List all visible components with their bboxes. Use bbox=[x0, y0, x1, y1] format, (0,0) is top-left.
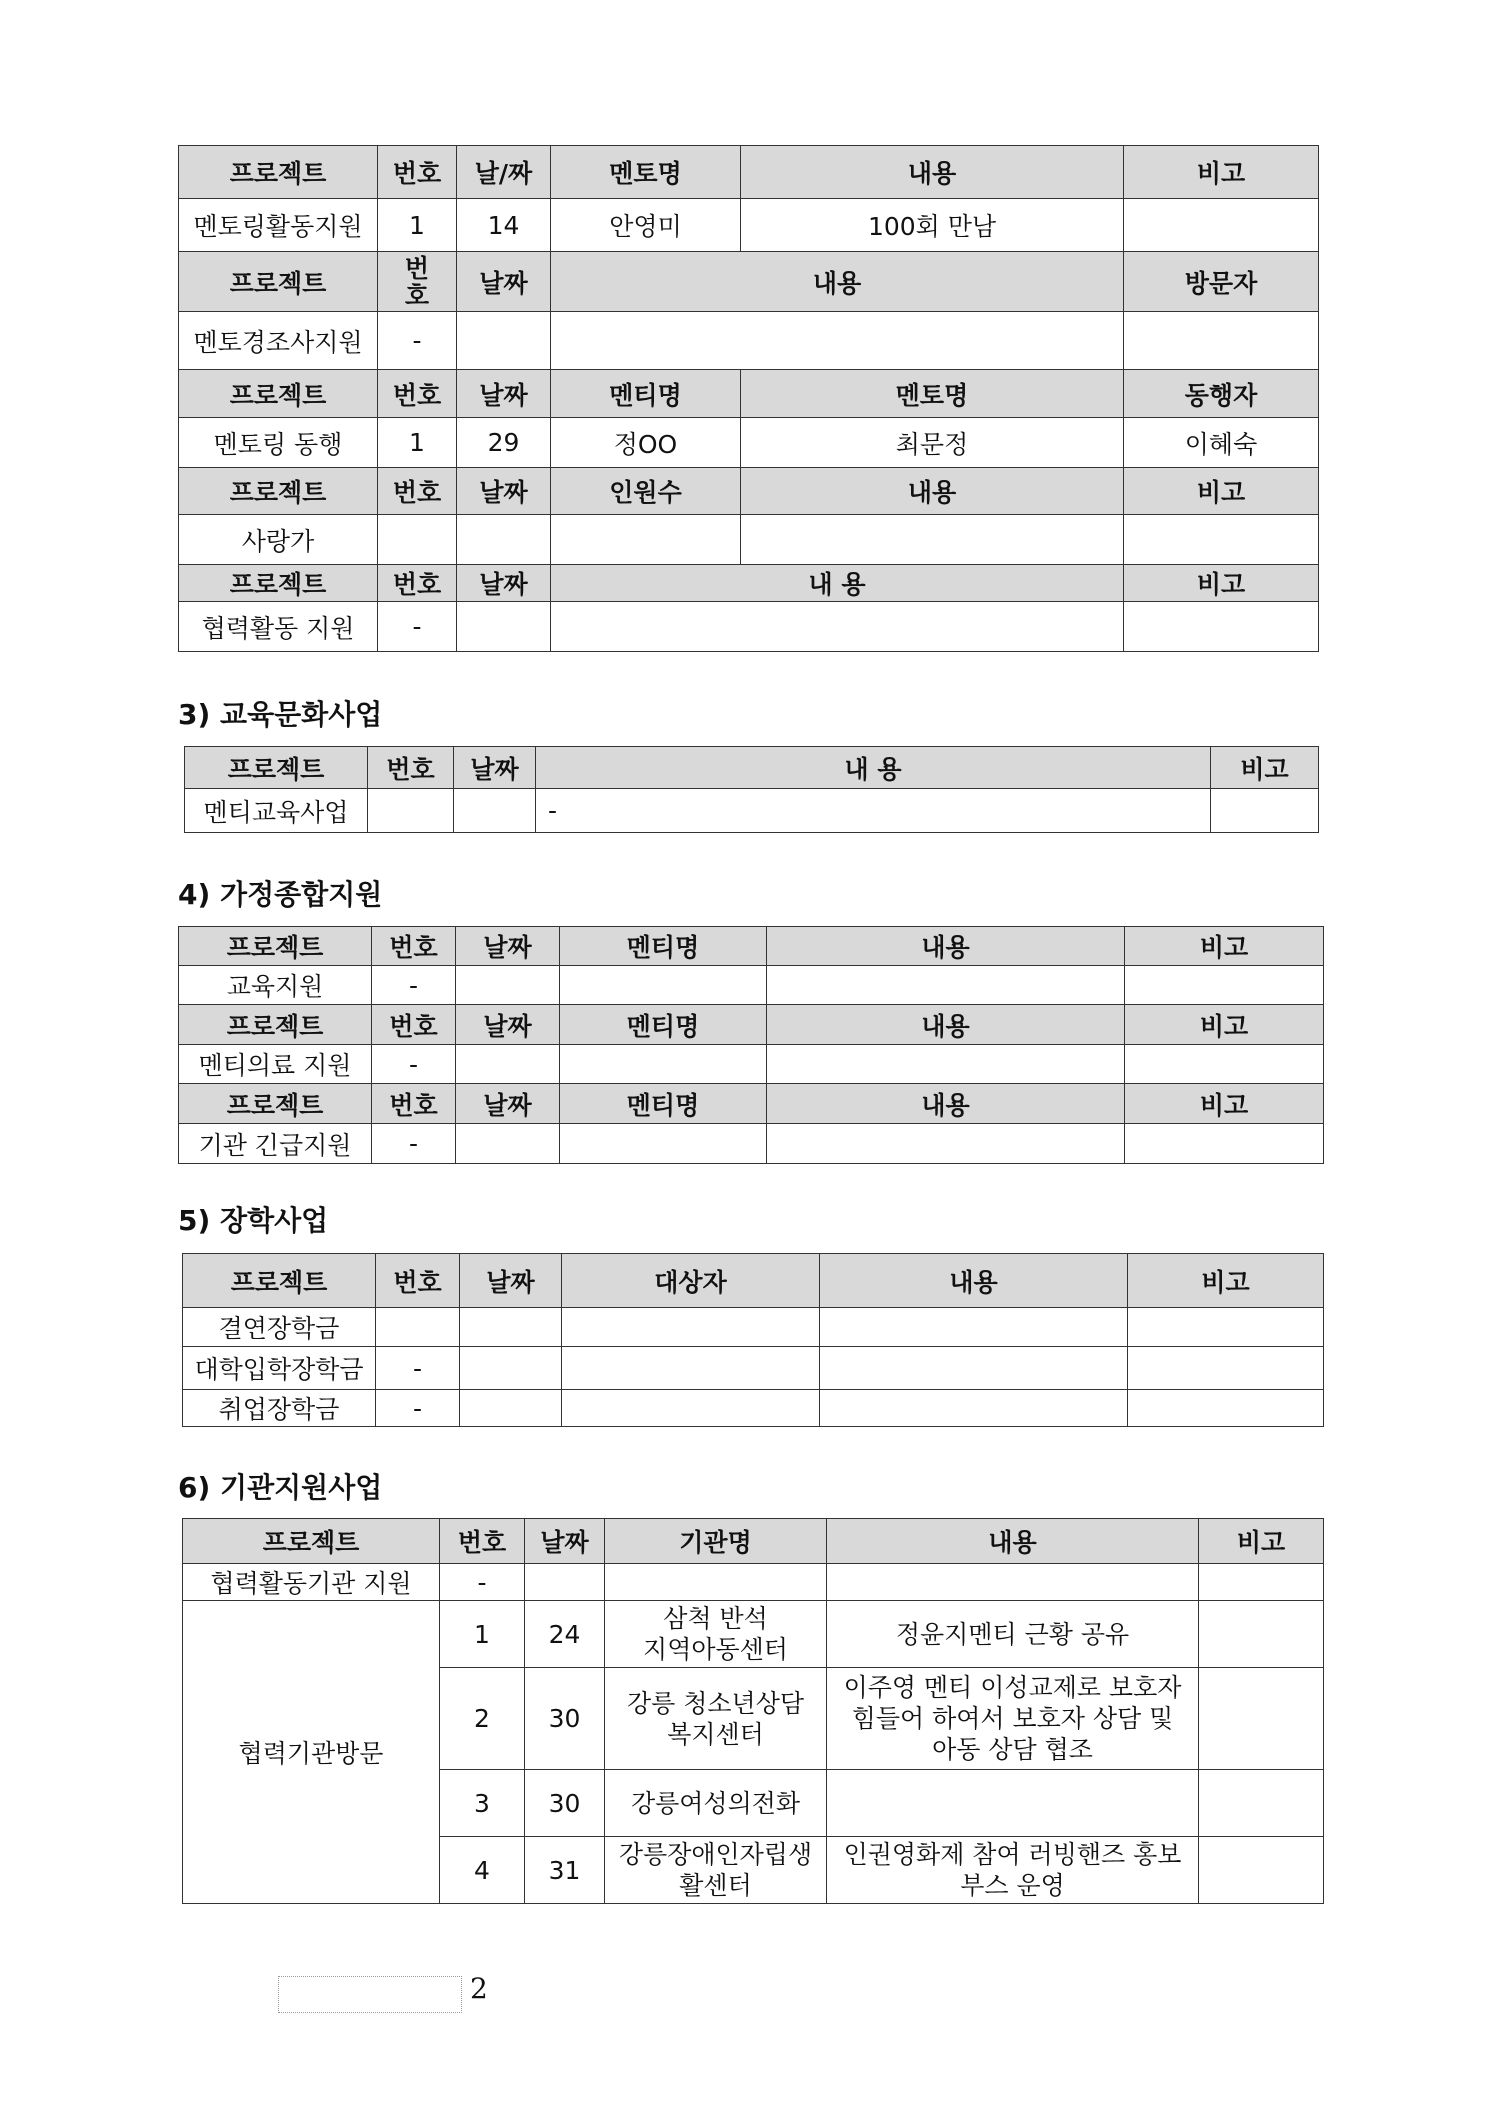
cell: 2 bbox=[440, 1668, 525, 1770]
cell: 멘티교육사업 bbox=[185, 789, 368, 833]
table-mentoring bbox=[178, 145, 1319, 652]
header-cell: 프로젝트 bbox=[179, 927, 372, 966]
cell bbox=[460, 1308, 562, 1347]
cell: 이혜숙 bbox=[1124, 418, 1319, 468]
header-cell: 내용 bbox=[767, 927, 1125, 966]
table-row bbox=[183, 1390, 1324, 1427]
header-cell: 날짜 bbox=[460, 1254, 562, 1308]
header-row bbox=[179, 146, 1319, 199]
table-row bbox=[183, 1601, 1324, 1668]
header-cell-text: 번호 bbox=[404, 253, 430, 310]
cell bbox=[456, 1045, 560, 1084]
header-row bbox=[179, 370, 1319, 418]
header-cell: 내용 bbox=[767, 1084, 1125, 1124]
cell: 교육지원 bbox=[179, 966, 372, 1005]
cell bbox=[1199, 1601, 1324, 1668]
header-cell: 기관명 bbox=[605, 1519, 827, 1564]
cell: 대학입학장학금 bbox=[183, 1347, 376, 1390]
cell bbox=[741, 515, 1124, 565]
cell bbox=[457, 515, 551, 565]
cell: 협력활동 지원 bbox=[179, 602, 378, 652]
table-row bbox=[179, 966, 1324, 1005]
header-cell: 프로젝트 bbox=[179, 252, 378, 312]
header-cell: 비고 bbox=[1125, 927, 1324, 966]
header-cell: 날짜 bbox=[457, 252, 551, 312]
cell: 취업장학금 bbox=[183, 1390, 376, 1427]
cell bbox=[376, 1308, 460, 1347]
cell: 사랑가 bbox=[179, 515, 378, 565]
cell: - bbox=[376, 1347, 460, 1390]
header-cell: 멘토명 bbox=[741, 370, 1124, 418]
cell: 3 bbox=[440, 1770, 525, 1837]
cell bbox=[1128, 1308, 1324, 1347]
header-cell: 번호 bbox=[440, 1519, 525, 1564]
cell bbox=[827, 1601, 1199, 1668]
cell-line: 부스 운영 bbox=[960, 1871, 1065, 1900]
cell: 31 bbox=[525, 1837, 605, 1904]
header-cell: 비고 bbox=[1124, 468, 1319, 515]
cell bbox=[1125, 1045, 1324, 1084]
cell bbox=[827, 1668, 1199, 1770]
cell: 멘티의료 지원 bbox=[179, 1045, 372, 1084]
cell bbox=[562, 1308, 820, 1347]
header-cell: 비고 bbox=[1124, 146, 1319, 199]
cell: 멘토경조사지원 bbox=[179, 312, 378, 370]
cell bbox=[827, 1564, 1199, 1601]
header-cell: 날짜 bbox=[456, 1005, 560, 1045]
cell: 멘토링활동지원 bbox=[179, 199, 378, 252]
section-heading: 4) 가정종합지원 bbox=[178, 878, 383, 911]
header-cell: 내용 bbox=[741, 146, 1124, 199]
cell bbox=[456, 1124, 560, 1164]
header-cell: 날짜 bbox=[457, 468, 551, 515]
table-row bbox=[179, 199, 1319, 252]
cell bbox=[605, 1601, 827, 1668]
cell: 4 bbox=[440, 1837, 525, 1904]
cell-line: 지역아동센터 bbox=[643, 1635, 788, 1664]
table-scholarship bbox=[182, 1253, 1324, 1427]
cell: 1 bbox=[378, 199, 457, 252]
header-row bbox=[183, 1254, 1324, 1308]
cell-line: 정윤지멘티 근황 공유 bbox=[895, 1619, 1130, 1649]
cell bbox=[1199, 1564, 1324, 1601]
header-cell: 비고 bbox=[1125, 1084, 1324, 1124]
header-row bbox=[179, 1005, 1324, 1045]
cell: 100회 만남 bbox=[741, 199, 1124, 252]
section-heading: 5) 장학사업 bbox=[178, 1204, 329, 1237]
header-cell: 비고 bbox=[1125, 1005, 1324, 1045]
cell bbox=[454, 789, 536, 833]
cell bbox=[368, 789, 454, 833]
header-cell: 날짜 bbox=[456, 927, 560, 966]
header-cell: 방문자 bbox=[1124, 252, 1319, 312]
cell-line: 강릉여성의전화 bbox=[630, 1788, 801, 1818]
header-cell: 동행자 bbox=[1124, 370, 1319, 418]
cell-line: 복지센터 bbox=[667, 1719, 764, 1749]
table-institution-support bbox=[182, 1518, 1324, 1904]
header-cell: 번호 bbox=[378, 370, 457, 418]
cell bbox=[1199, 1837, 1324, 1904]
header-cell: 내 용 bbox=[551, 565, 1124, 602]
cell: 최문정 bbox=[741, 418, 1124, 468]
header-cell: 날짜 bbox=[456, 1084, 560, 1124]
cell-line: 이주영 멘티 이성교제로 보호자 bbox=[843, 1673, 1182, 1702]
header-cell: 내용 bbox=[767, 1005, 1125, 1045]
cell bbox=[456, 966, 560, 1005]
cell: 30 bbox=[525, 1668, 605, 1770]
cell bbox=[820, 1390, 1128, 1427]
header-cell: 프로젝트 bbox=[185, 747, 368, 789]
header-cell: 날/짜 bbox=[457, 146, 551, 199]
header-row bbox=[183, 1519, 1324, 1564]
cell: 24 bbox=[525, 1601, 605, 1668]
cell: - bbox=[378, 602, 457, 652]
cell-line: 힘들어 하여서 보호자 상담 및 bbox=[851, 1704, 1174, 1733]
header-cell: 멘티명 bbox=[551, 370, 741, 418]
cell bbox=[767, 1124, 1125, 1164]
cell bbox=[562, 1390, 820, 1427]
cell bbox=[767, 1045, 1125, 1084]
cell bbox=[525, 1564, 605, 1601]
cell bbox=[1124, 199, 1319, 252]
header-cell: 날짜 bbox=[457, 565, 551, 602]
header-cell: 내용 bbox=[741, 468, 1124, 515]
header-cell: 비고 bbox=[1128, 1254, 1324, 1308]
cell: 협력기관방문 bbox=[183, 1601, 440, 1904]
cell bbox=[605, 1770, 827, 1837]
header-cell: 프로젝트 bbox=[179, 468, 378, 515]
cell: - bbox=[440, 1564, 525, 1601]
cell bbox=[605, 1564, 827, 1601]
cell bbox=[1124, 602, 1319, 652]
header-cell: 멘토명 bbox=[551, 146, 741, 199]
cell: - bbox=[372, 1045, 456, 1084]
cell: - bbox=[536, 789, 1211, 833]
header-row bbox=[179, 1084, 1324, 1124]
cell bbox=[460, 1347, 562, 1390]
header-cell: 대상자 bbox=[562, 1254, 820, 1308]
cell bbox=[827, 1770, 1199, 1837]
cell bbox=[605, 1837, 827, 1904]
header-cell: 날짜 bbox=[525, 1519, 605, 1564]
section-heading: 6) 기관지원사업 bbox=[178, 1471, 383, 1504]
cell bbox=[605, 1668, 827, 1770]
header-cell: 내용 bbox=[827, 1519, 1199, 1564]
cell bbox=[820, 1308, 1128, 1347]
cell bbox=[460, 1390, 562, 1427]
cell: 1 bbox=[440, 1601, 525, 1668]
cell: 협력활동기관 지원 bbox=[183, 1564, 440, 1601]
header-cell: 번호 bbox=[376, 1254, 460, 1308]
header-cell: 멘티명 bbox=[560, 927, 767, 966]
cell bbox=[560, 1045, 767, 1084]
cell: 멘토링 동행 bbox=[179, 418, 378, 468]
cell bbox=[562, 1347, 820, 1390]
header-cell: 프로젝트 bbox=[179, 146, 378, 199]
cell bbox=[1124, 312, 1319, 370]
header-cell: 프로젝트 bbox=[183, 1519, 440, 1564]
header-row bbox=[179, 252, 1319, 312]
header-cell: 번호 bbox=[378, 468, 457, 515]
cell bbox=[1128, 1390, 1324, 1427]
header-row bbox=[179, 565, 1319, 602]
cell bbox=[1128, 1347, 1324, 1390]
table-row bbox=[179, 515, 1319, 565]
cell bbox=[1199, 1668, 1324, 1770]
cell bbox=[551, 515, 741, 565]
header-cell: 프로젝트 bbox=[179, 370, 378, 418]
cell: - bbox=[376, 1390, 460, 1427]
cell-line: 인권영화제 참여 러빙핸즈 홍보 bbox=[843, 1840, 1182, 1869]
header-cell bbox=[378, 252, 457, 312]
table-education bbox=[184, 746, 1319, 833]
cell-line: 강릉장애인자립생 bbox=[618, 1840, 813, 1869]
cell: 기관 긴급지원 bbox=[179, 1124, 372, 1164]
header-cell: 비고 bbox=[1211, 747, 1319, 789]
header-cell: 번호 bbox=[372, 1084, 456, 1124]
cell-line: 활센터 bbox=[679, 1871, 752, 1900]
header-cell: 멘티명 bbox=[560, 1084, 767, 1124]
header-cell: 프로젝트 bbox=[179, 565, 378, 602]
header-cell: 프로젝트 bbox=[179, 1084, 372, 1124]
header-cell: 번호 bbox=[372, 927, 456, 966]
cell: 결연장학금 bbox=[183, 1308, 376, 1347]
cell bbox=[1125, 1124, 1324, 1164]
header-cell: 내용 bbox=[551, 252, 1124, 312]
header-cell: 날짜 bbox=[454, 747, 536, 789]
page-number: 2 bbox=[470, 1972, 488, 2005]
header-cell: 인원수 bbox=[551, 468, 741, 515]
cell bbox=[767, 966, 1125, 1005]
header-cell: 번호 bbox=[378, 146, 457, 199]
header-cell: 비고 bbox=[1199, 1519, 1324, 1564]
cell: 30 bbox=[525, 1770, 605, 1837]
cell-line: 삼척 반석 bbox=[663, 1604, 768, 1633]
table-row bbox=[183, 1347, 1324, 1390]
cell bbox=[551, 312, 1124, 370]
cell-line: 강릉 청소년상담 bbox=[627, 1688, 804, 1718]
table-row bbox=[179, 1045, 1324, 1084]
cell bbox=[457, 312, 551, 370]
cell bbox=[1125, 966, 1324, 1005]
table-row bbox=[185, 789, 1319, 833]
cell: - bbox=[372, 966, 456, 1005]
cell: - bbox=[372, 1124, 456, 1164]
header-cell: 프로젝트 bbox=[183, 1254, 376, 1308]
header-cell: 멘티명 bbox=[560, 1005, 767, 1045]
header-cell: 비고 bbox=[1124, 565, 1319, 602]
table-row bbox=[183, 1564, 1324, 1601]
cell-line: 아동 상담 협조 bbox=[932, 1735, 1093, 1764]
cell bbox=[551, 602, 1124, 652]
header-cell: 번호 bbox=[368, 747, 454, 789]
cell bbox=[1199, 1770, 1324, 1837]
header-cell: 내용 bbox=[820, 1254, 1128, 1308]
cell: 정OO bbox=[551, 418, 741, 468]
table-row bbox=[179, 312, 1319, 370]
cell bbox=[378, 515, 457, 565]
cell bbox=[827, 1837, 1199, 1904]
cell bbox=[1124, 515, 1319, 565]
footer-box bbox=[278, 1976, 462, 2013]
header-row bbox=[185, 747, 1319, 789]
cell bbox=[560, 1124, 767, 1164]
table-row bbox=[179, 418, 1319, 468]
header-cell: 번호 bbox=[378, 565, 457, 602]
cell bbox=[1211, 789, 1319, 833]
table-family-support bbox=[178, 926, 1324, 1164]
cell: 29 bbox=[457, 418, 551, 468]
header-row bbox=[179, 927, 1324, 966]
header-cell: 프로젝트 bbox=[179, 1005, 372, 1045]
header-cell: 날짜 bbox=[457, 370, 551, 418]
table-row bbox=[179, 602, 1319, 652]
cell: 안영미 bbox=[551, 199, 741, 252]
cell bbox=[560, 966, 767, 1005]
table-row bbox=[183, 1308, 1324, 1347]
cell: - bbox=[378, 312, 457, 370]
cell: 1 bbox=[378, 418, 457, 468]
table-row bbox=[179, 1124, 1324, 1164]
section-heading: 3) 교육문화사업 bbox=[178, 698, 383, 731]
cell bbox=[820, 1347, 1128, 1390]
header-cell: 번호 bbox=[372, 1005, 456, 1045]
header-cell: 내 용 bbox=[536, 747, 1211, 789]
cell: 14 bbox=[457, 199, 551, 252]
cell bbox=[457, 602, 551, 652]
header-row bbox=[179, 468, 1319, 515]
